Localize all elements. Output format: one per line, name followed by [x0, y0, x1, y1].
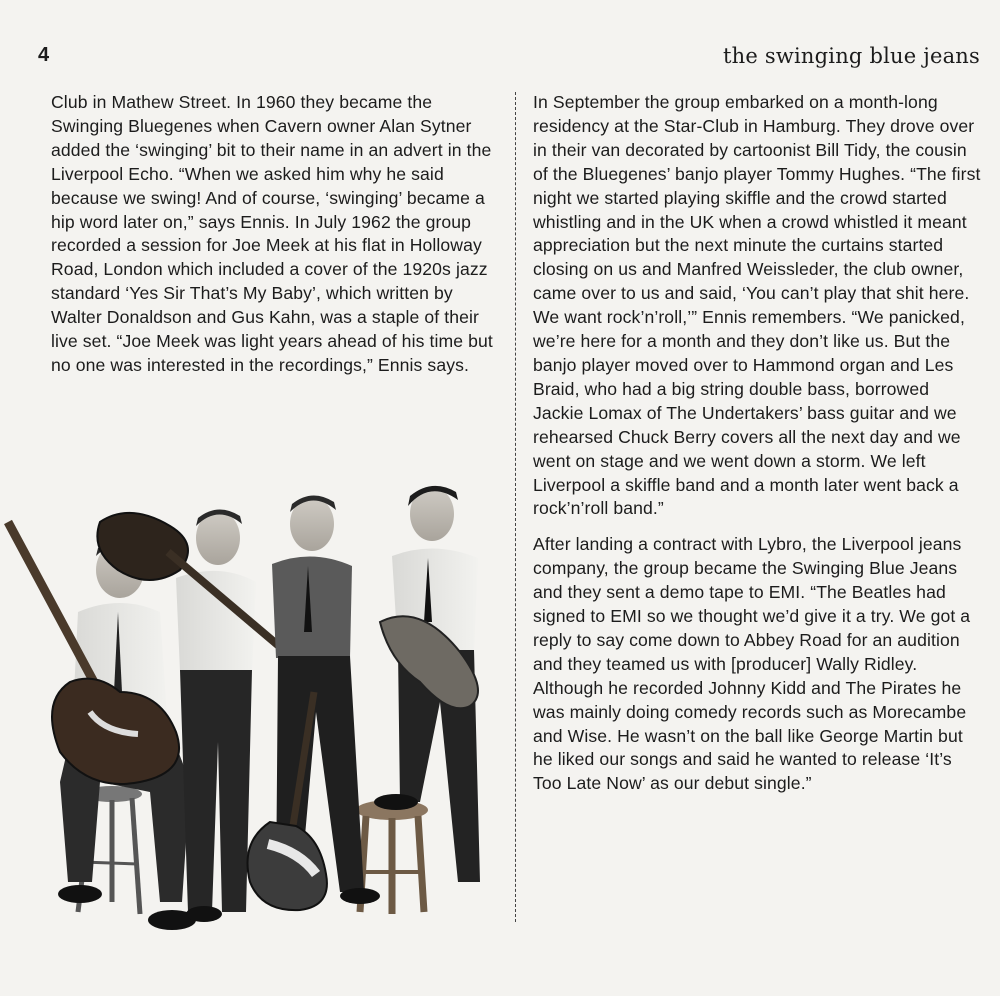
left-column [51, 91, 501, 378]
left-paragraph-1: Club in Mathew Street. In 1960 they became the Swinging Bluegenes when Cavern owner Alan Sytner added the ‘swinging’ bit to their name in an advert in the Liverpool Echo. “When we asked him why he said because we swing! And of course, ‘swinging’ became a hip word later on,” says Ennis. In July 1962 the group recorded a session for Joe Meek at his flat in Holloway Road, London which included a cover of the 1920s jazz standard ‘Yes Sir That’s My Baby’, which written by Walter Donaldson and Gus Kahn, was a staple of their live set. “Joe Meek was light years ahead of his time but no one was interested in the recordings,” Ennis says. [51, 92, 493, 375]
right-paragraph-1: In September the group embarked on a month-long residency at the Star-Club in Hamburg. They drove over in their van decorated by cartoonist Bill Tidy, the cousin of the Bluegenes’ banjo player Tommy Hughes. “The first night we started playing skiffle and the crowd started whistling and in the UK when a crowd whistled it meant appreciation but the next minute the curtains started closing on us and Manfred Weissleder, the club owner, came over to us and said, ‘You can’t play that shit here. We want rock’n’roll,’” Ennis remembers. “We panicked, we’re here for a month and they don’t like us. But the banjo player moved over to Hammond organ and Les Braid, who had a big string double bass, borrowed Jackie Lomax of The Undertakers’ bass guitar and we rehearsed Chuck Berry covers all the next day and we went on stage and we went down a storm. We left Liverpool a skiffle band and a month later went back a rock’n’roll band.” [533, 92, 981, 519]
right-paragraph-2: After landing a contract with Lybro, the Liverpool jeans company, the group became the Swinging Blue Jeans and they sent a demo tape to EMI. “The Beatles had signed to EMI so we thought we’d give it a try. We got a reply to say come down to Abbey Road for an audition and they teamed us with [producer] Wally Ridley. Although he recorded Johnny Kidd and The Pirates he was mainly doing comedy records such as Morecambe and Wise. He wasn’t on the ball like George Martin but he liked our songs and said he wanted to release ‘It’s Too Late Now’ as our debut single.” [533, 534, 971, 794]
caption-strip [30, 916, 510, 946]
page-number: 4 [38, 44, 50, 66]
right-column [533, 91, 983, 796]
band-photo [0, 482, 512, 982]
column-divider [515, 92, 516, 922]
running-title: the swinging blue jeans [722, 44, 980, 68]
